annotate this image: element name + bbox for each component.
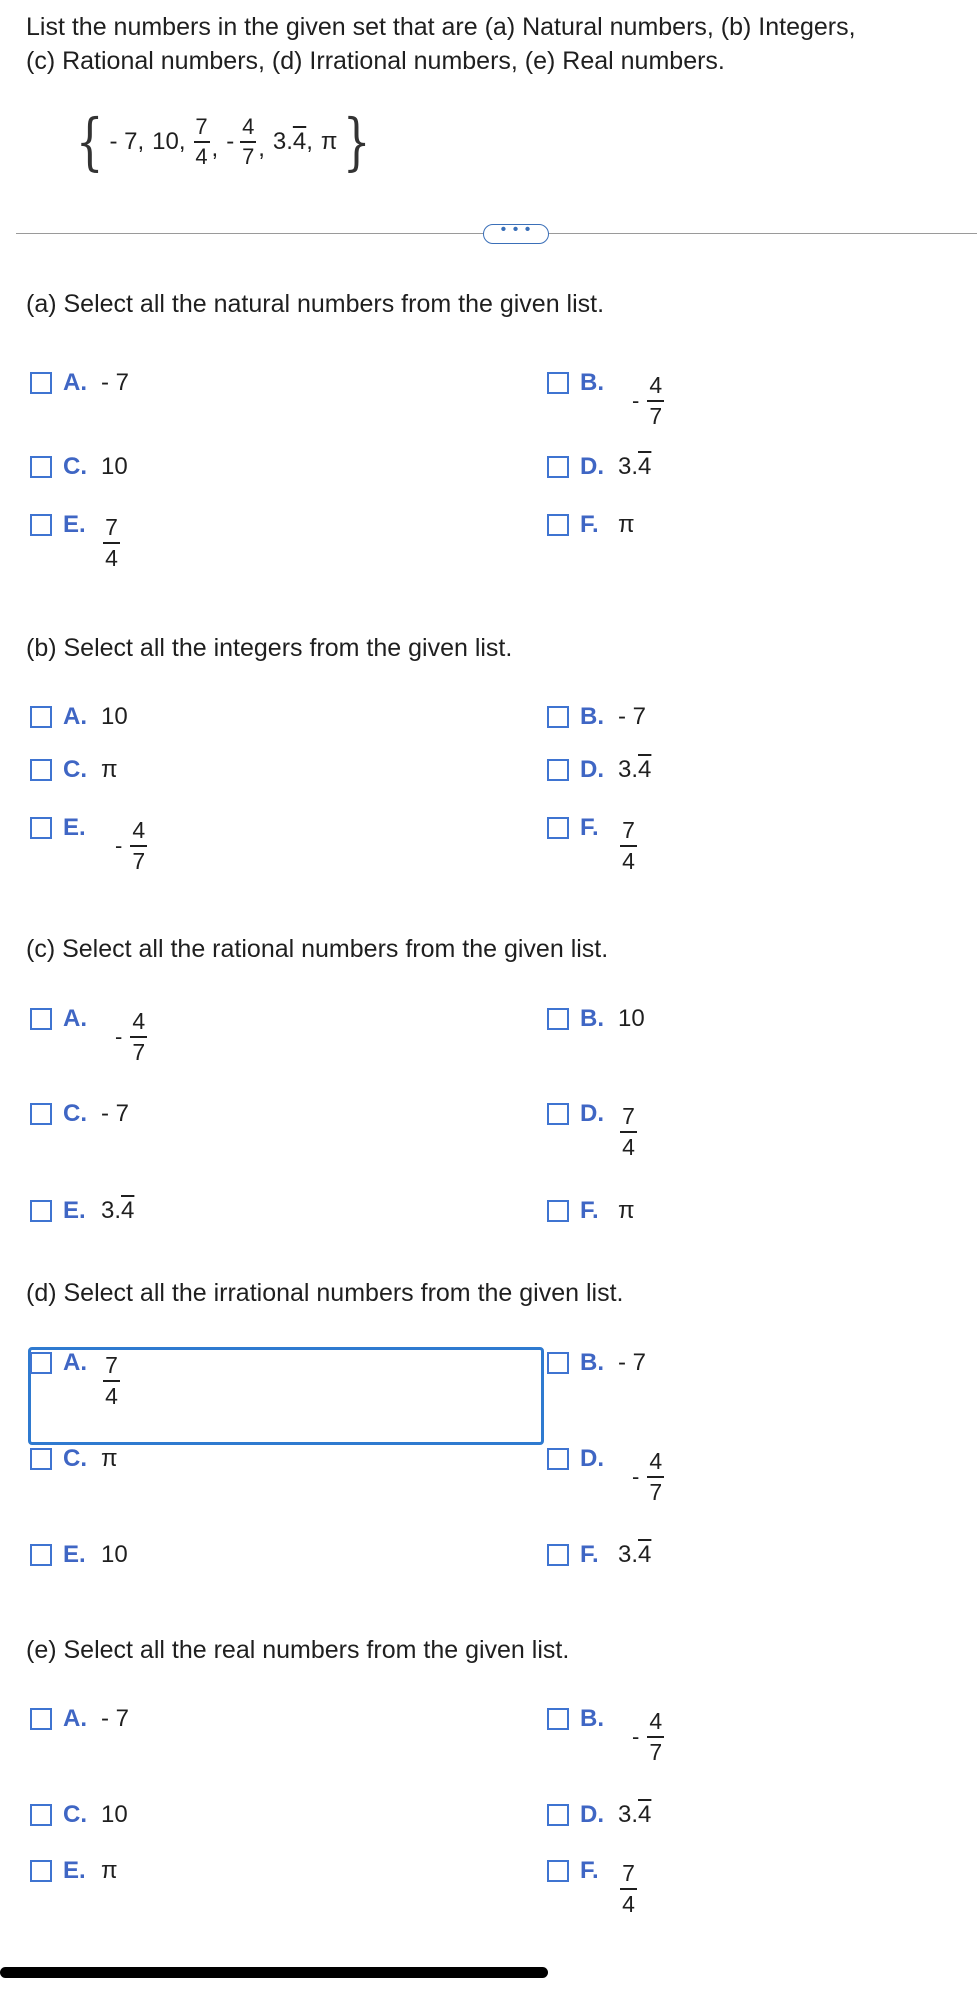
answer-option[interactable] bbox=[547, 451, 651, 483]
option-letter: D. bbox=[580, 1445, 604, 1472]
set-minus-sign: - bbox=[226, 128, 235, 155]
checkbox[interactable] bbox=[547, 759, 569, 781]
checkbox[interactable] bbox=[547, 456, 569, 478]
fraction-denominator: 7 bbox=[242, 143, 255, 169]
checkbox[interactable] bbox=[30, 1352, 52, 1374]
fraction-bar bbox=[620, 1888, 637, 1890]
fraction-bar bbox=[620, 1131, 637, 1133]
answer-option[interactable] bbox=[547, 1855, 639, 1917]
fraction-bar bbox=[103, 542, 120, 544]
fraction-numerator: 7 bbox=[105, 514, 118, 540]
option-letter: B. bbox=[580, 703, 604, 730]
option-fraction bbox=[618, 1861, 639, 1917]
fraction-denominator: 7 bbox=[132, 1038, 146, 1065]
repeating-digit: 4 bbox=[638, 1801, 652, 1828]
checkbox[interactable] bbox=[30, 1860, 52, 1882]
option-fraction bbox=[632, 1709, 666, 1765]
option-letter: A. bbox=[63, 703, 87, 730]
option-value: π bbox=[618, 511, 635, 538]
repeating-decimal bbox=[101, 1195, 134, 1227]
checkbox[interactable] bbox=[547, 1103, 569, 1125]
set-separator: , bbox=[258, 135, 265, 162]
minus-sign: - bbox=[632, 1723, 640, 1749]
fraction-bar bbox=[647, 1476, 664, 1478]
number-set bbox=[70, 97, 377, 187]
fraction-bar bbox=[647, 1736, 664, 1738]
option-letter: A. bbox=[63, 1005, 87, 1032]
fraction-numerator: 4 bbox=[242, 114, 255, 140]
checkbox[interactable] bbox=[547, 1200, 569, 1222]
more-options-button[interactable]: • • • bbox=[483, 224, 549, 244]
answer-option[interactable] bbox=[30, 367, 129, 399]
option-letter: F. bbox=[580, 1857, 599, 1884]
fraction bbox=[103, 515, 120, 571]
answer-option[interactable] bbox=[547, 367, 666, 429]
option-letter: F. bbox=[580, 511, 599, 538]
set-close-brace: } bbox=[343, 105, 372, 178]
option-value: 10 bbox=[101, 1801, 128, 1828]
repeating-digit: 4 bbox=[638, 756, 652, 783]
decimal-integer-part: 3. bbox=[101, 1197, 122, 1224]
option-letter: E. bbox=[63, 511, 86, 538]
option-letter: C. bbox=[63, 1445, 87, 1472]
answer-option[interactable] bbox=[547, 1195, 635, 1227]
answer-option[interactable] bbox=[30, 451, 128, 483]
answer-option[interactable] bbox=[547, 1347, 646, 1379]
checkbox[interactable] bbox=[30, 1708, 52, 1730]
option-value: 10 bbox=[101, 703, 128, 730]
option-letter: A. bbox=[63, 1349, 87, 1376]
answer-option[interactable] bbox=[30, 1443, 118, 1475]
option-letter: A. bbox=[63, 369, 87, 396]
checkbox[interactable] bbox=[30, 456, 52, 478]
answer-option[interactable] bbox=[30, 509, 122, 571]
decimal-integer-part: 3. bbox=[618, 756, 639, 783]
fraction-numerator: 7 bbox=[622, 1860, 635, 1886]
decimal-integer-part: 3. bbox=[272, 128, 293, 155]
answer-option[interactable] bbox=[547, 1539, 651, 1571]
fraction-bar bbox=[103, 1380, 120, 1382]
option-letter: C. bbox=[63, 1801, 87, 1828]
option-fraction bbox=[632, 373, 666, 429]
fraction-numerator: 4 bbox=[649, 1708, 663, 1734]
checkbox[interactable] bbox=[547, 1860, 569, 1882]
option-letter: E. bbox=[63, 814, 86, 841]
answer-option[interactable] bbox=[547, 1703, 666, 1765]
fraction-numerator: 4 bbox=[132, 817, 146, 843]
option-letter: D. bbox=[580, 453, 604, 480]
option-letter: E. bbox=[63, 1197, 86, 1224]
repeating-decimal bbox=[618, 451, 651, 483]
fraction bbox=[130, 818, 147, 874]
option-letter: B. bbox=[580, 1005, 604, 1032]
set-element-7-over-4 bbox=[194, 115, 210, 169]
option-fraction bbox=[115, 1009, 149, 1065]
answer-option[interactable] bbox=[30, 1703, 129, 1735]
answer-option[interactable] bbox=[547, 1003, 645, 1035]
answer-option[interactable] bbox=[30, 1003, 149, 1065]
checkbox[interactable] bbox=[547, 1708, 569, 1730]
set-element-pi: π bbox=[320, 128, 338, 155]
checkbox[interactable] bbox=[30, 706, 52, 728]
option-letter: C. bbox=[63, 453, 87, 480]
option-value: - 7 bbox=[618, 1349, 647, 1376]
checkbox[interactable] bbox=[547, 1804, 569, 1826]
answer-option[interactable] bbox=[547, 1799, 651, 1831]
fraction-denominator: 4 bbox=[195, 143, 208, 169]
answer-option[interactable] bbox=[547, 701, 646, 733]
option-fraction bbox=[101, 1353, 122, 1409]
repeating-digit: 4 bbox=[121, 1197, 135, 1224]
repeating-digit: 4 bbox=[638, 453, 652, 480]
fraction-denominator: 4 bbox=[622, 1133, 635, 1160]
prompt-line-1: List the numbers in the given set that are (a) Natural numbers, (b) Integers, bbox=[26, 13, 856, 41]
question-text: (c) Select all the rational numbers from the given list. bbox=[26, 935, 609, 963]
repeating-decimal bbox=[618, 754, 651, 786]
answer-option[interactable] bbox=[30, 1799, 128, 1831]
fraction-bar bbox=[240, 141, 256, 143]
answer-option[interactable] bbox=[547, 812, 639, 874]
option-letter: F. bbox=[580, 1541, 599, 1568]
option-letter: F. bbox=[580, 1197, 599, 1224]
answer-option[interactable] bbox=[547, 754, 651, 786]
fraction-numerator: 4 bbox=[649, 372, 663, 398]
minus-sign: - bbox=[632, 1463, 640, 1489]
option-fraction bbox=[115, 818, 149, 874]
checkbox[interactable] bbox=[547, 514, 569, 536]
option-value: π bbox=[618, 1197, 635, 1224]
checkbox[interactable] bbox=[547, 817, 569, 839]
option-letter: D. bbox=[580, 1801, 604, 1828]
option-fraction bbox=[101, 515, 122, 571]
set-element-4-over-7 bbox=[240, 115, 256, 169]
fraction bbox=[647, 1709, 664, 1765]
fraction-denominator: 7 bbox=[649, 1738, 663, 1765]
checkbox[interactable] bbox=[30, 817, 52, 839]
repeating-decimal bbox=[618, 1799, 651, 1831]
answer-option[interactable] bbox=[30, 1098, 129, 1130]
option-value: 10 bbox=[101, 453, 128, 480]
checkbox[interactable] bbox=[30, 1008, 52, 1030]
fraction-numerator: 7 bbox=[622, 817, 635, 843]
question-text: (d) Select all the irrational numbers from the given list. bbox=[26, 1279, 624, 1307]
option-fraction bbox=[618, 1104, 639, 1160]
option-letter: D. bbox=[580, 756, 604, 783]
minus-sign: - bbox=[115, 1023, 123, 1049]
decimal-integer-part: 3. bbox=[618, 1801, 639, 1828]
repeating-digit: 4 bbox=[292, 128, 307, 155]
answer-option[interactable] bbox=[30, 1195, 134, 1227]
option-letter: C. bbox=[63, 1100, 87, 1127]
fraction bbox=[647, 1449, 664, 1505]
option-value: 10 bbox=[618, 1005, 645, 1032]
option-value: π bbox=[101, 1445, 118, 1472]
checkbox[interactable] bbox=[30, 1103, 52, 1125]
answer-option[interactable] bbox=[30, 1347, 122, 1409]
checkbox[interactable] bbox=[547, 372, 569, 394]
minus-sign: - bbox=[632, 387, 640, 413]
fraction-denominator: 4 bbox=[622, 1890, 635, 1917]
option-letter: B. bbox=[580, 1349, 604, 1376]
checkbox[interactable] bbox=[30, 514, 52, 536]
question-text: (e) Select all the real numbers from the given list. bbox=[26, 1636, 570, 1664]
minus-sign: - bbox=[115, 832, 123, 858]
fraction-bar bbox=[130, 845, 147, 847]
option-value: π bbox=[101, 1857, 118, 1884]
question-text: (a) Select all the natural numbers from the given list. bbox=[26, 290, 605, 318]
answer-option[interactable] bbox=[30, 812, 149, 874]
fraction-bar bbox=[130, 1036, 147, 1038]
option-value: - 7 bbox=[101, 1705, 130, 1732]
set-open-brace: { bbox=[75, 105, 104, 178]
fraction-numerator: 7 bbox=[622, 1103, 635, 1129]
option-letter: D. bbox=[580, 1100, 604, 1127]
fraction bbox=[620, 1861, 637, 1917]
option-letter: A. bbox=[63, 1705, 87, 1732]
answer-option[interactable] bbox=[547, 1443, 666, 1505]
answer-option[interactable] bbox=[30, 1855, 118, 1887]
decimal-integer-part: 3. bbox=[618, 1541, 639, 1568]
home-indicator bbox=[0, 1967, 548, 1978]
fraction-bar bbox=[620, 845, 637, 847]
fraction-bar bbox=[647, 400, 664, 402]
option-letter: B. bbox=[580, 369, 604, 396]
answer-option[interactable] bbox=[30, 701, 128, 733]
option-fraction bbox=[618, 818, 639, 874]
checkbox[interactable] bbox=[30, 1448, 52, 1470]
answer-option[interactable] bbox=[547, 509, 635, 541]
fraction-denominator: 4 bbox=[622, 847, 635, 874]
set-element-10: 10, bbox=[152, 128, 186, 155]
checkbox[interactable] bbox=[547, 706, 569, 728]
option-letter: C. bbox=[63, 756, 87, 783]
option-value: π bbox=[101, 756, 118, 783]
option-value: 10 bbox=[101, 1541, 128, 1568]
option-letter: F. bbox=[580, 814, 599, 841]
fraction-bar bbox=[194, 141, 210, 143]
checkbox[interactable] bbox=[30, 372, 52, 394]
checkbox[interactable] bbox=[30, 1200, 52, 1222]
answer-option[interactable] bbox=[547, 1098, 639, 1160]
checkbox[interactable] bbox=[547, 1008, 569, 1030]
set-separator: , bbox=[306, 128, 313, 155]
fraction-denominator: 4 bbox=[105, 1382, 118, 1409]
fraction bbox=[647, 373, 664, 429]
option-fraction bbox=[632, 1449, 666, 1505]
repeating-digit: 4 bbox=[638, 1541, 652, 1568]
fraction-numerator: 4 bbox=[649, 1448, 663, 1474]
option-letter: E. bbox=[63, 1857, 86, 1884]
set-element-neg7: - 7, bbox=[109, 128, 145, 155]
fraction bbox=[620, 818, 637, 874]
fraction bbox=[620, 1104, 637, 1160]
checkbox[interactable] bbox=[547, 1352, 569, 1374]
fraction-denominator: 7 bbox=[132, 847, 146, 874]
option-letter: E. bbox=[63, 1541, 86, 1568]
fraction-numerator: 7 bbox=[105, 1352, 118, 1378]
option-value: - 7 bbox=[101, 369, 130, 396]
fraction bbox=[130, 1009, 147, 1065]
fraction-denominator: 7 bbox=[649, 402, 663, 429]
problem-prompt bbox=[26, 10, 956, 78]
fraction-denominator: 4 bbox=[105, 544, 118, 571]
answer-option[interactable] bbox=[30, 754, 118, 786]
option-value: - 7 bbox=[618, 703, 647, 730]
decimal-integer-part: 3. bbox=[618, 453, 639, 480]
set-element-repeating-decimal bbox=[273, 128, 306, 156]
prompt-line-2: (c) Rational numbers, (d) Irrational numbers, (e) Real numbers. bbox=[26, 47, 725, 75]
answer-option[interactable] bbox=[30, 1539, 128, 1571]
fraction-numerator: 4 bbox=[132, 1008, 146, 1034]
fraction-numerator: 7 bbox=[195, 114, 208, 140]
checkbox[interactable] bbox=[30, 1804, 52, 1826]
set-separator: , bbox=[211, 135, 219, 162]
fraction-denominator: 7 bbox=[649, 1478, 663, 1505]
checkbox[interactable] bbox=[547, 1448, 569, 1470]
option-letter: B. bbox=[580, 1705, 604, 1732]
repeating-decimal bbox=[618, 1539, 651, 1571]
fraction bbox=[103, 1353, 120, 1409]
option-value: - 7 bbox=[101, 1100, 130, 1127]
question-text: (b) Select all the integers from the given list. bbox=[26, 634, 513, 662]
checkbox[interactable] bbox=[30, 1544, 52, 1566]
checkbox[interactable] bbox=[30, 759, 52, 781]
checkbox[interactable] bbox=[547, 1544, 569, 1566]
